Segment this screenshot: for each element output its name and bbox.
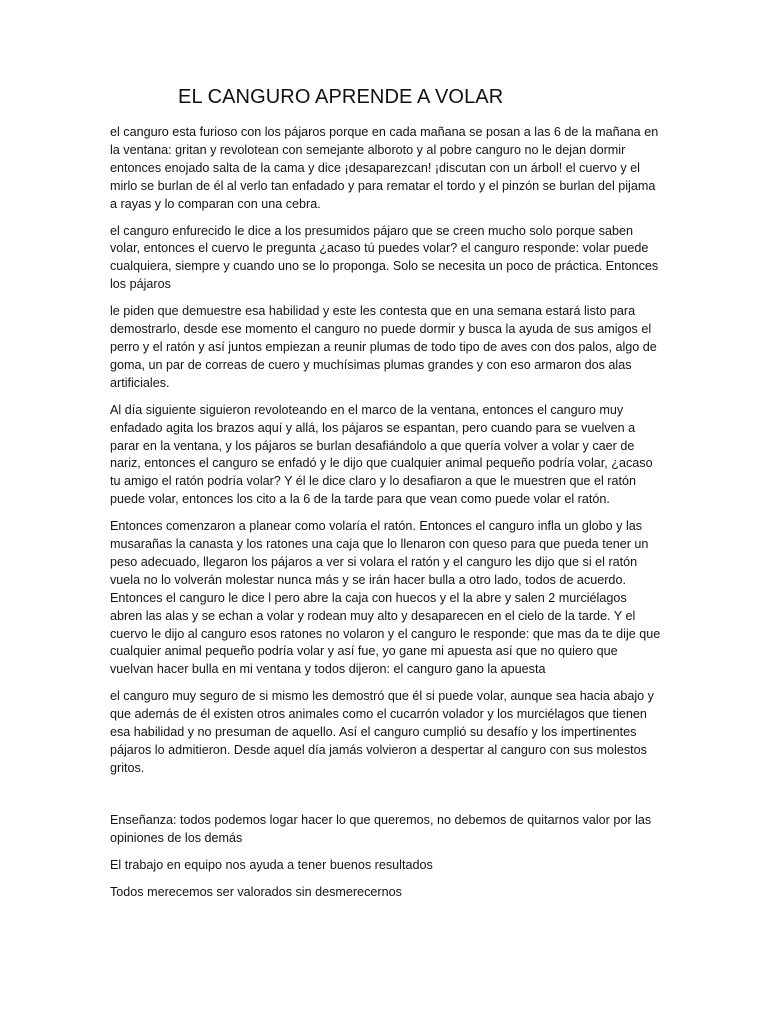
lesson-paragraph: El trabajo en equipo nos ayuda a tener buenos resultados	[110, 857, 433, 872]
lesson-paragraph: Enseñanza: todos podemos logar hacer lo que queremos, no debemos de quitarnos valor por las opiniones de los demás	[110, 812, 652, 845]
document-title: EL CANGURO APRENDE A VOLAR	[178, 86, 504, 108]
story-paragraph: el canguro muy seguro de si mismo les demostró que él si puede volar, aunque sea hacia abajo y que además de él existen otros animales como el cucarrón volador y los murciélagos que tienen esa habilidad y no presuman de aquello. Así el canguro cumplió su desafío y los impertinentes pájaros lo admitieron. Desde aquel día jamás volvieron a despertar al canguro con sus molestos gritos.	[110, 689, 654, 775]
story-paragraph: el canguro enfurecido le dice a los presumidos pájaro que se creen mucho solo porque saben volar, entonces el cuervo le pregunta ¿acaso tú puedes volar? el canguro responde: volar puede cualquiera, siempre y cuando uno se lo proponga. Solo se necesita un poco de práctica. Entonces los pájaros	[110, 223, 659, 292]
story-paragraph: le piden que demuestre esa habilidad y este les contesta que en una semana estará listo para demostrarlo, desde ese momento el canguro no puede dormir y busca la ayuda de sus amigos el perro y el ratón y así juntos empiezan a reunir plumas de todo tipo de aves con dos palos, algo de goma, un par de correas de cuero y muchísimas plumas grandes y con eso armaron dos alas artificiales.	[110, 304, 657, 390]
story-paragraph: el canguro esta furioso con los pájaros porque en cada mañana se posan a las 6 de la mañana en la ventana: gritan y revolotean con semejante alboroto y al pobre canguro no le dejan dormir entonces enojado salta de la cama y dice ¡desaparezcan! ¡discutan con un árbol! el cuervo y el mirlo se burlan de él al verlo tan enfadado y para rematar el tordo y el pinzón se burlan del pijama a rayas y lo comparan con una cebra.	[110, 125, 659, 211]
lesson-paragraph: Todos merecemos ser valorados sin desmerecernos	[110, 884, 402, 899]
document-body	[110, 124, 662, 910]
story-paragraph: Entonces comenzaron a planear como volaría el ratón. Entonces el canguro infla un globo y las musarañas la canasta y los ratones una caja que lo llenaron con queso para que pueda tener un peso adecuado, llegaron los pájaros a ver si volara el ratón y el canguro les dijo que si el ratón vuela no lo volverán molestar nunca más y se irán hacer bulla a otro lado, todos de acuerdo. Entonces el canguro le dice l pero abre la caja con huecos y el la abre y salen 2 murciélagos abren las alas y se echan a volar y rodean muy alto y desaparecen en el cielo de la tarde. Y el cuervo le dijo al canguro esos ratones no volaron y el canguro le responde: que mas da te dije que cualquier animal pequeño podría volar y así fue, yo gane mi apuesta así que no quiero que vuelvan hacer bulla en mi ventana y todos dijeron: el canguro gano la apuesta	[110, 519, 661, 677]
story-paragraph: Al día siguiente siguieron revoloteando en el marco de la ventana, entonces el canguro muy enfadado agita los brazos aquí y allá, los pájaros se espantan, pero cuando para se vuelven a parar en la ventana, y los pájaros se burlan desafiándolo a que quería volver a volar y caer de nariz, entonces el canguro se enfadó y le dijo que cualquier animal pequeño podría volar, ¿acaso tu amigo el ratón podría volar? Y él le dice claro y lo desafiaron a que le muestren que el ratón puede volar, entonces los cito a la 6 de la tarde para que vean como puede volar el ratón.	[110, 402, 653, 507]
